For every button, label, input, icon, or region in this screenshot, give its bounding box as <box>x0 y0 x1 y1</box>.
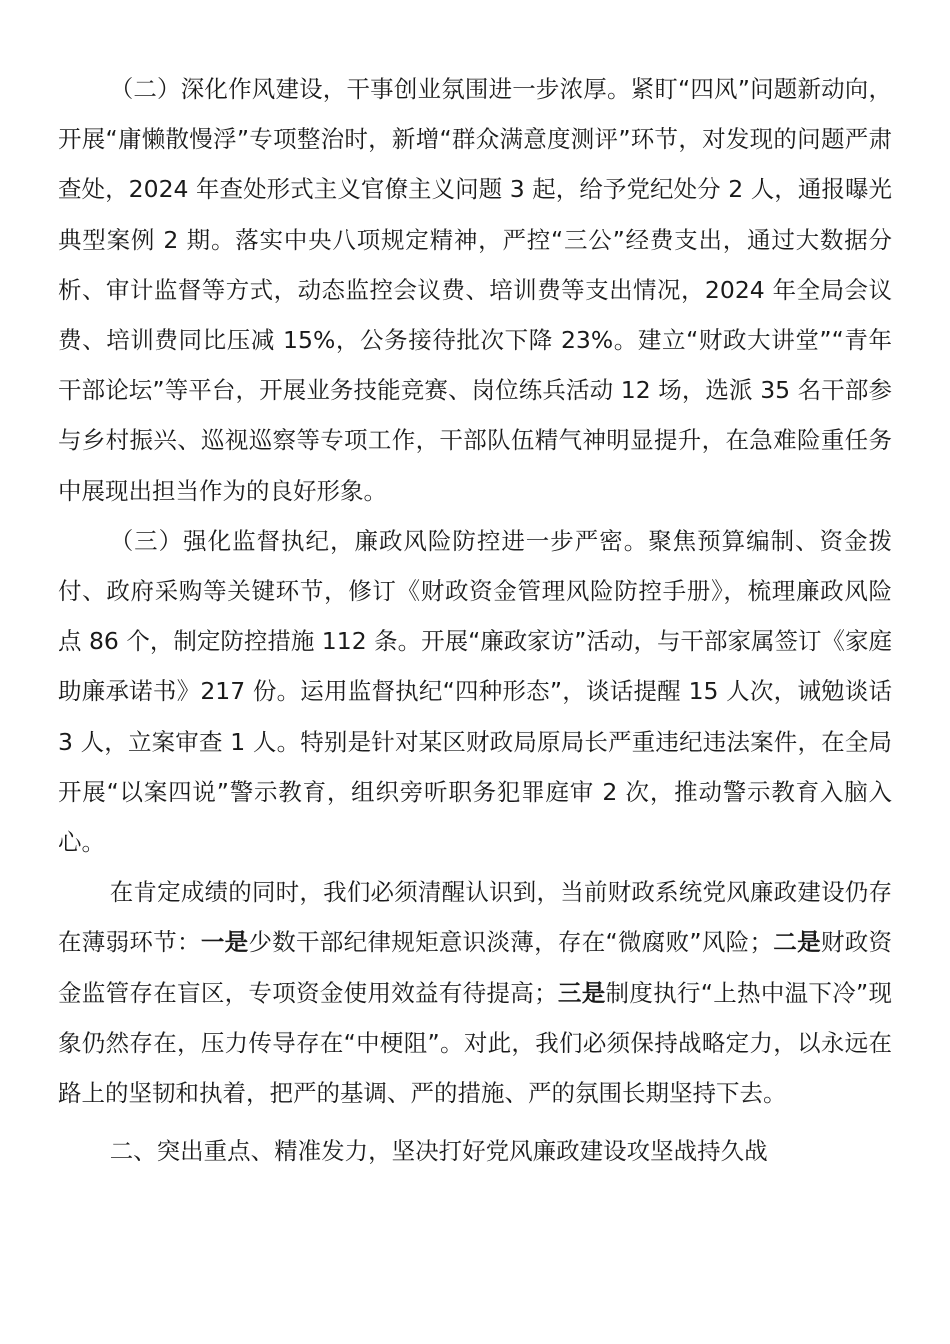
weakness-text-2: 财政资金监管存在盲区，专项资金使用效益有待提高； <box>58 928 893 1007</box>
weakness-text-1: 少数干部纪律规矩意识淡薄，存在“微腐败”风险； <box>248 928 773 957</box>
weakness-text-3: 制度执行“上热中温下冷”现象仍然存在，压力传导存在“中梗阻”。对此，我们必须保持战略定力，以永远在路上的坚韧和执着，把严的基调、严的措施、严的氛围长期坚持下去。 <box>58 978 893 1108</box>
paragraph-style-building: （二）深化作风建设，干事创业氛围进一步浓厚。紧盯“四风”问题新动向，开展“庸懒散慢浮”专项整治时，新增“群众满意度测评”环节，对发现的问题严肃查处，2024 年查处形式主义官僚主义问题 3 起，给予党纪处分 2 人，通报曝光典型案例 2 期。落实中央八项规定精神，严控“三公”经费支出，通过大数据分析、审计监督等方式，动态监控会议费、培训费等支出情况，2024 年全局会议费、培训费同比压减 15%，公务接待批次下降 23%。建立“财政大讲堂”“青年干部论坛”等平台，开展业务技能竞赛、岗位练兵活动 12 场，选派 35 名干部参与乡村振兴、巡视巡察等专项工作，干部队伍精气神明显提升，在急难险重任务中展现出担当作为的良好形象。 <box>58 75 892 505</box>
section-heading: 二、突出重点、精准发力，坚决打好党风廉政建设攻坚战持久战 <box>109 1137 768 1166</box>
paragraph-weaknesses <box>58 867 892 1118</box>
weakness-label-3: 三是 <box>557 978 606 1007</box>
weakness-label-2: 二是 <box>772 928 821 957</box>
weakness-intro: 在肯定成绩的同时，我们必须清醒认识到，当前财政系统党风廉政建设仍存在薄弱环节： <box>58 878 892 957</box>
paragraph-supervision: （三）强化监督执纪，廉政风险防控进一步严密。聚焦预算编制、资金拨付、政府采购等关键环节，修订《财政资金管理风险防控手册》，梳理廉政风险点 86 个，制定防控措施 112 条。开展“廉政家访”活动，与干部家属签订《家庭助廉承诺书》217 份。运用监督执纪“四种形态”，谈话提醒 15 人次，诫勉谈话 3 人，立案审查 1 人。特别是针对某区财政局原局长严重违纪违法案件，在全局开展“以案四说”警示教育，组织旁听职务犯罪庭审 2 次，推动警示教育入脑入心。 <box>58 526 892 857</box>
weakness-label-1: 一是 <box>200 928 249 957</box>
document-page <box>58 64 892 1176</box>
